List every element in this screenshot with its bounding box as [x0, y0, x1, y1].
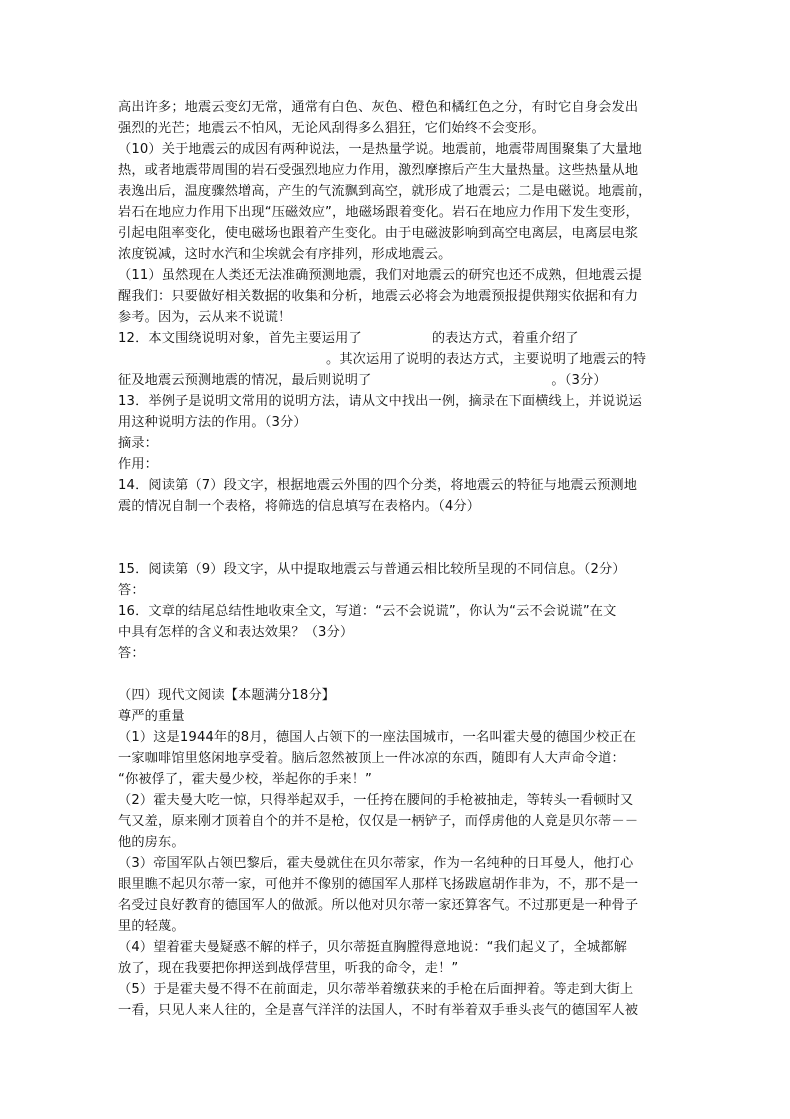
passage-line: 高出许多；地震云变幻无常，通常有白色、灰色、橙色和橘红色之分，有时它自身会发出 [118, 100, 639, 115]
article-line: 里的轻蔑。 [118, 919, 185, 934]
passage-line: 参考。因为，云从来不说谎！ [118, 310, 292, 325]
article-line: （4）望着霍夫曼疑惑不解的样子，贝尔蒂挺直胸膛得意地说：“我们起义了，全城都解 [118, 940, 628, 955]
answer-label: 答： [118, 646, 145, 661]
excerpt-label: 摘录： [118, 436, 159, 451]
question-16: 16．文章的结尾总结性地收束全文，写道：“云不会说谎”，你认为“云不会说谎”在文 [118, 604, 617, 619]
passage-line: 表逸出后，温度骤然增高，产生的气流飘到高空，就形成了地震云；二是电磁说。地震前， [118, 184, 652, 199]
article-line: （5）于是霍夫曼不得不在前面走，贝尔蒂举着缴获来的手枪在后面押着。等走到大街上 [118, 982, 634, 997]
article-line: （3）帝国军队占领巴黎后，霍夫曼就住在贝尔蒂家，作为一名纯种的日耳曼人，他打心 [118, 856, 634, 871]
article-line: 一家咖啡馆里悠闲地享受着。脑后忽然被顶上一件冰凉的东西，随即有人大声命令道： [118, 751, 625, 766]
article-line: （2）霍夫曼大吃一惊，只得举起双手，一任挎在腰间的手枪被抽走，等转头一看顿时又 [118, 793, 634, 808]
q12-text: 。其次运用了说明的表达方式，主要说明了地震云的特 [326, 352, 647, 367]
passage-line: 热，或者地震带周围的岩石受强烈地应力作用，激烈摩擦后产生大量热量。这些热量从地 [118, 163, 639, 178]
article-line: 眼里瞧不起贝尔蒂一家，可他并不像别的德国军人那样飞扬跋扈胡作非为，不，那不是一 [118, 877, 639, 892]
q12-text: 征及地震云预测地震的情况，最后则说明了 [118, 373, 372, 388]
article-line: “你被俘了，霍夫曼少校，举起你的手来！” [118, 772, 373, 787]
article-line: 名受过良好教育的德国军人的做派。所以他对贝尔蒂一家还算客气。不过那更是一种骨子 [118, 898, 639, 913]
passage-line: 浓度锐减，这时水汽和尘埃就会有序排列，形成地震云。 [118, 247, 452, 262]
function-label: 作用： [118, 457, 159, 472]
passage-line: 醒我们：只要做好相关数据的收集和分析，地震云必将会为地震预报提供翔实依据和有力 [118, 289, 639, 304]
answer-label: 答： [118, 583, 145, 598]
article-line: 他的房东。 [118, 835, 185, 850]
question-14: 震的情况自制一个表格，将筛选的信息填写在表格内。（4分） [118, 499, 481, 514]
article-title: 尊严的重量 [118, 709, 185, 724]
question-16: 中具有怎样的含义和表达效果？（3分） [118, 625, 354, 640]
question-15: 15．阅读第（9）段文字，从中提取地震云与普通云相比较所呈现的不同信息。（2分） [118, 562, 626, 577]
article-line: 放了，现在我要把你押送到战俘营里，听我的命令，走！” [118, 961, 459, 976]
question-12 [118, 329, 579, 348]
passage-line: 引起电阻率变化，使电磁场也跟着产生变化。由于电磁波影响到高空电离层，电离层电浆 [118, 226, 639, 241]
passage-line: （11）虽然现在人类还无法准确预测地震，我们对地震云的研究也还不成熟，但地震云提 [118, 268, 642, 283]
question-14: 14．阅读第（7）段文字，根据地震云外围的四个分类，将地震云的特征与地震云预测地 [118, 478, 638, 493]
passage-line: （10）关于地震云的成因有两种说法，一是热量学说。地震前，地震带周围聚集了大量地 [118, 142, 642, 157]
question-12-line3 [118, 371, 607, 390]
q12-text: 。（3分） [551, 373, 607, 388]
article-line: 一看，只见人来人往的，全是喜气洋洋的法国人，不时有举着双手垂头丧气的德国军人被 [118, 1003, 639, 1018]
section-heading: （四）现代文阅读【本题满分18分】 [118, 688, 336, 703]
passage-line: 强烈的光芒；地震云不怕风，无论风刮得多么猖狂，它们始终不会变形。 [118, 121, 545, 136]
passage-line: 岩石在地应力作用下出现“压磁效应”，地磁场跟着变化。岩石在地应力作用下发生变形， [118, 205, 639, 220]
question-13: 用这种说明方法的作用。（3分） [118, 415, 307, 430]
article-line: （1）这是1944年的8月，德国人占领下的一座法国城市，一名叫霍夫曼的德国少校正在 [118, 730, 637, 745]
article-line: 气又羞，原来刚才顶着自个的并不是枪，仅仅是一柄铲子，而俘虏他的人竟是贝尔蒂－－ [118, 814, 639, 829]
question-13: 13．举例子是说明文常用的说明方法，请从文中找出一例，摘录在下面横线上，并说说运 [118, 394, 642, 409]
q12-text: 的表达方式，着重介绍了 [431, 331, 579, 346]
q12-text: 12．本文围绕说明对象，首先主要运用了 [118, 331, 362, 346]
question-12-line2 [118, 350, 646, 369]
